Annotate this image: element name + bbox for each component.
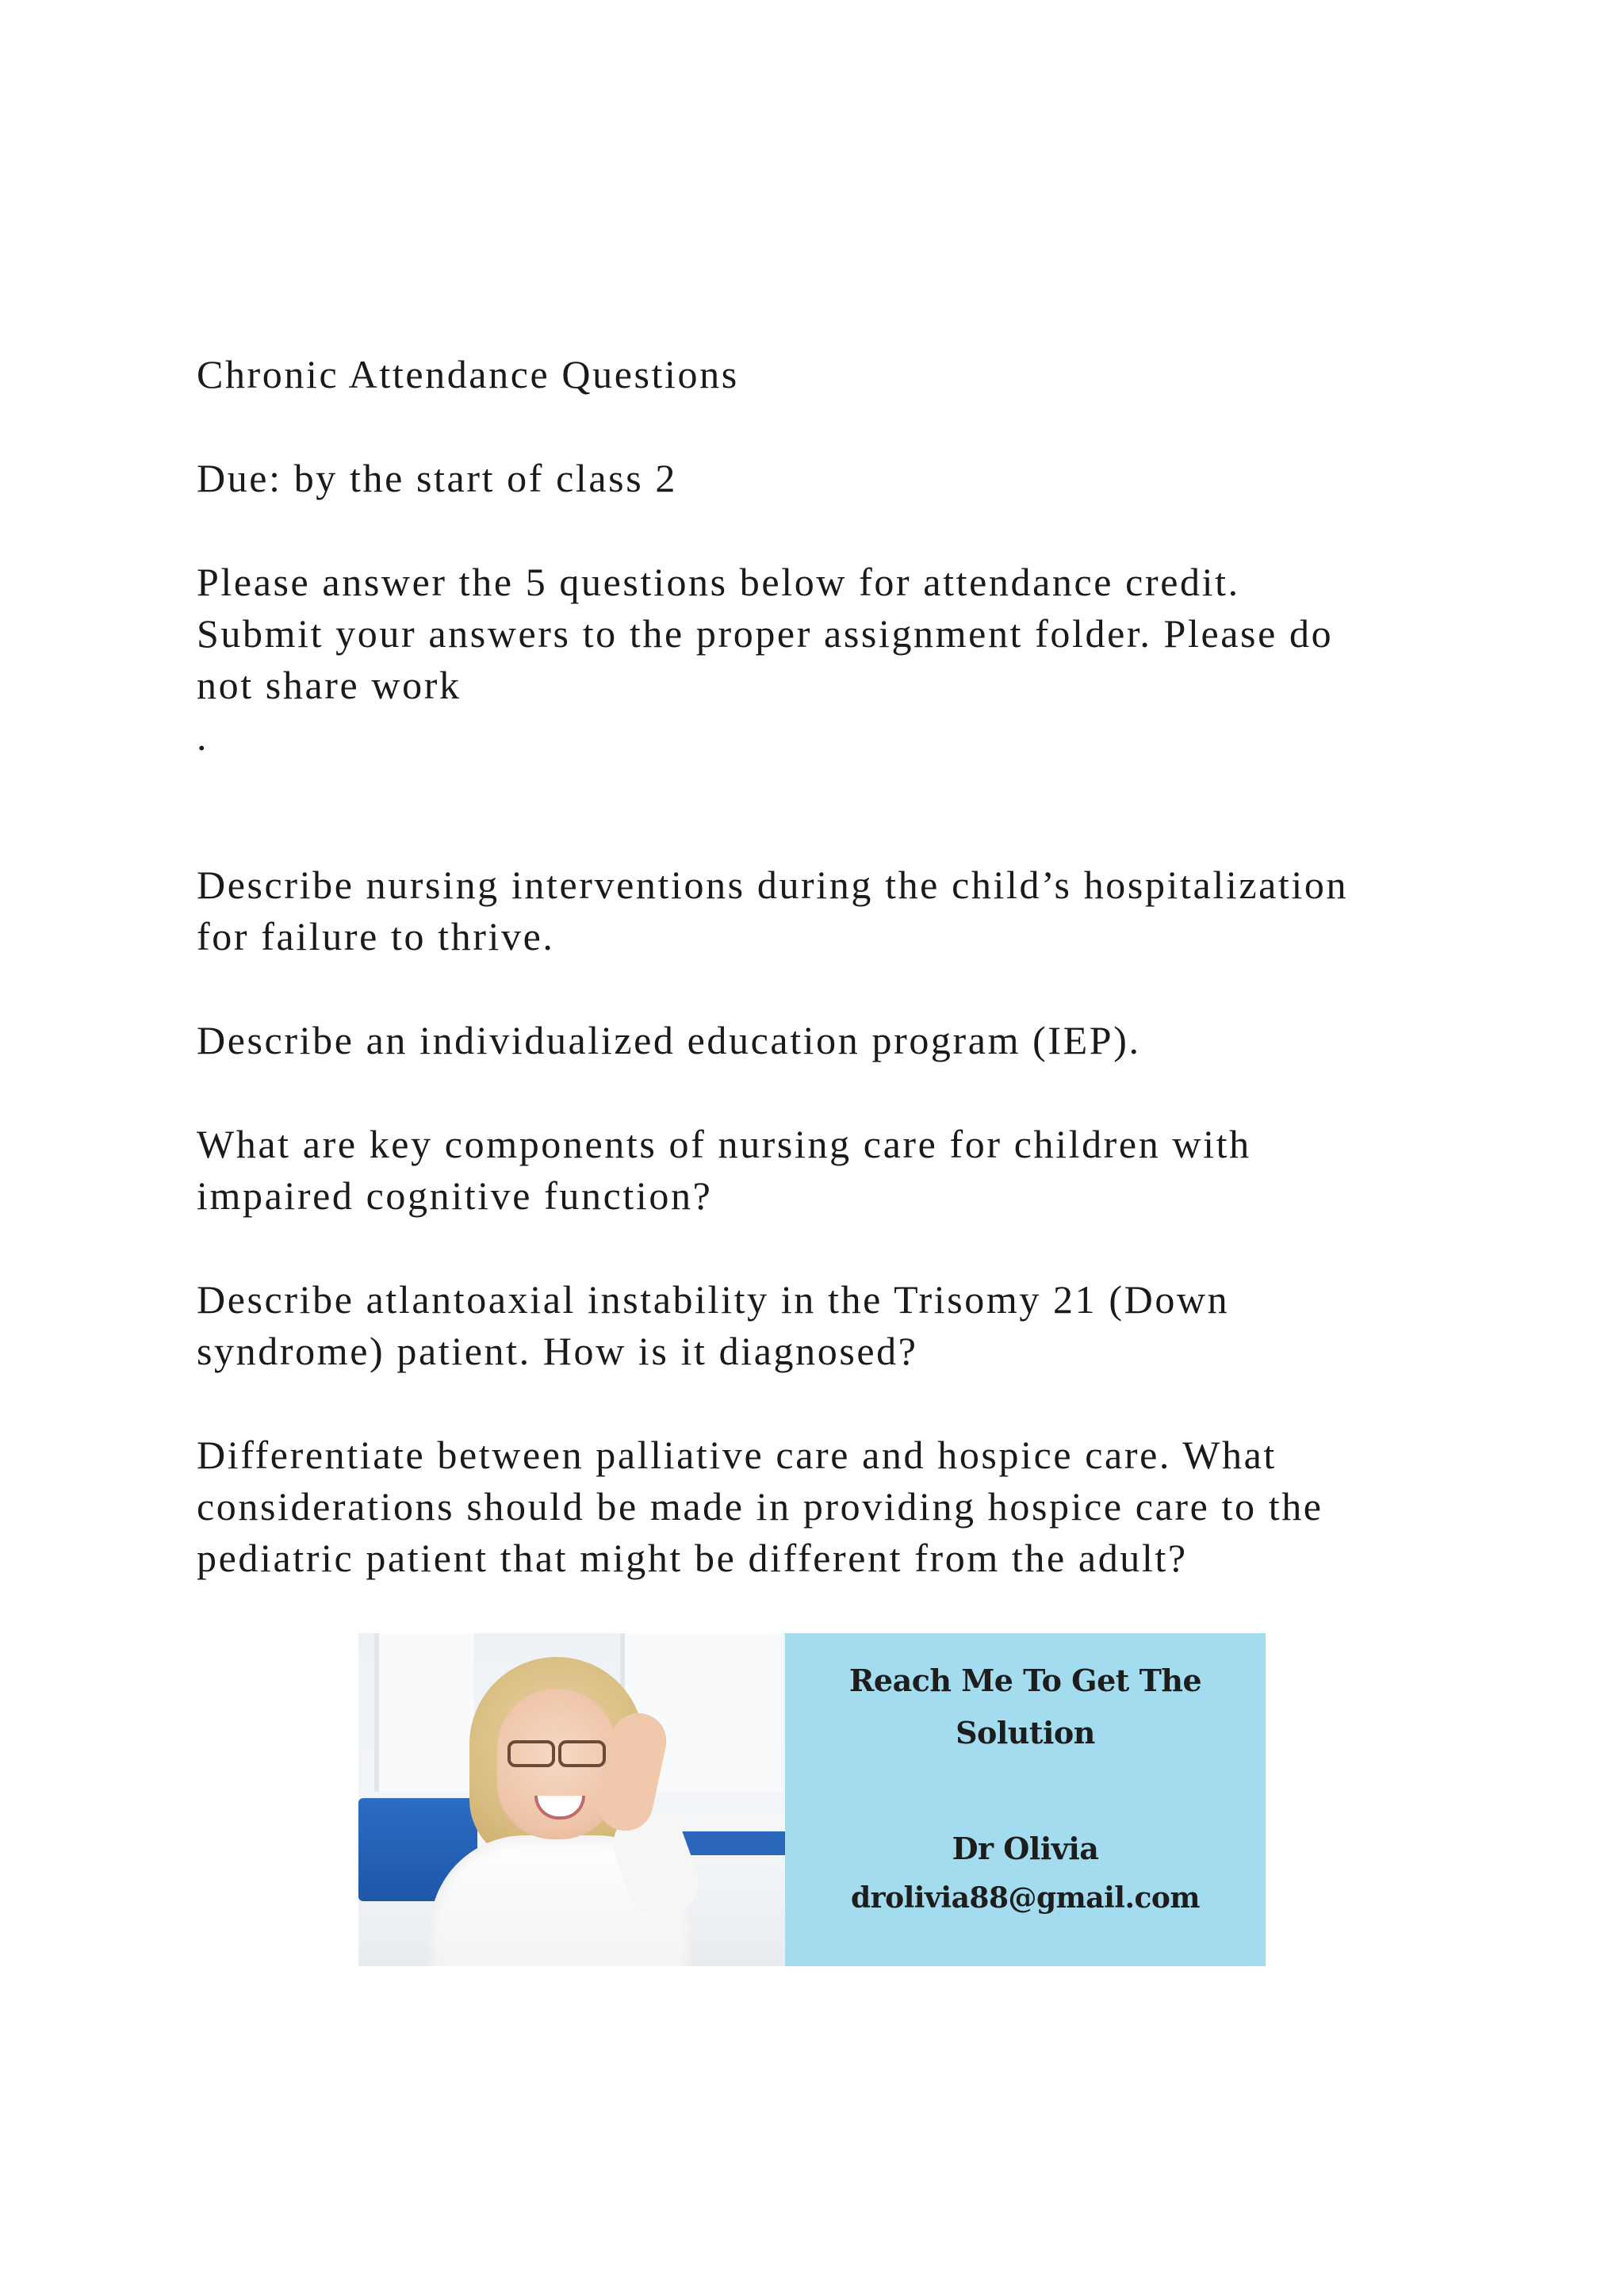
document-content (197, 349, 1465, 1584)
contact-email[interactable]: drolivia88@gmail.com (850, 1881, 1201, 1915)
sofa-shape (676, 1831, 785, 1855)
document-title: Chronic Attendance Questions (197, 352, 739, 396)
window-pane (374, 1633, 474, 1792)
banner-headline: Reach Me To Get The (848, 1663, 1202, 1698)
banner-headline: Solution (956, 1715, 1095, 1751)
contact-name: Dr Olivia (952, 1831, 1099, 1866)
woman-photo (358, 1633, 785, 1966)
promo-banner (358, 1633, 1266, 1966)
question-4: Describe atlantoaxial instability in the Trisomy 21 (Down (197, 1277, 1230, 1322)
question-1: Describe nursing interventions during the child’s hospitalization (197, 863, 1349, 907)
question-3: impaired cognitive function? (197, 1173, 713, 1218)
due-date: Due: by the start of class 2 (197, 456, 678, 500)
instructions-line: Submit your answers to the proper assignment folder. Please do (197, 611, 1334, 656)
question-5: pediatric patient that might be different from the adult? (197, 1536, 1188, 1580)
instructions-line: Please answer the 5 questions below for attendance credit. (197, 560, 1240, 604)
question-4: syndrome) patient. How is it diagnosed? (197, 1329, 918, 1373)
glasses-icon (508, 1740, 606, 1762)
instructions-line: not share work (197, 663, 462, 707)
question-3: What are key components of nursing care for children with (197, 1122, 1251, 1166)
contact-panel (785, 1633, 1266, 1966)
question-5: Differentiate between palliative care and hospice care. What (197, 1433, 1277, 1477)
instructions-line: . (197, 714, 209, 759)
question-1: for failure to thrive. (197, 914, 555, 959)
question-2: Describe an individualized education program (IEP). (197, 1018, 1141, 1062)
question-5: considerations should be made in providing hospice care to the (197, 1484, 1323, 1529)
